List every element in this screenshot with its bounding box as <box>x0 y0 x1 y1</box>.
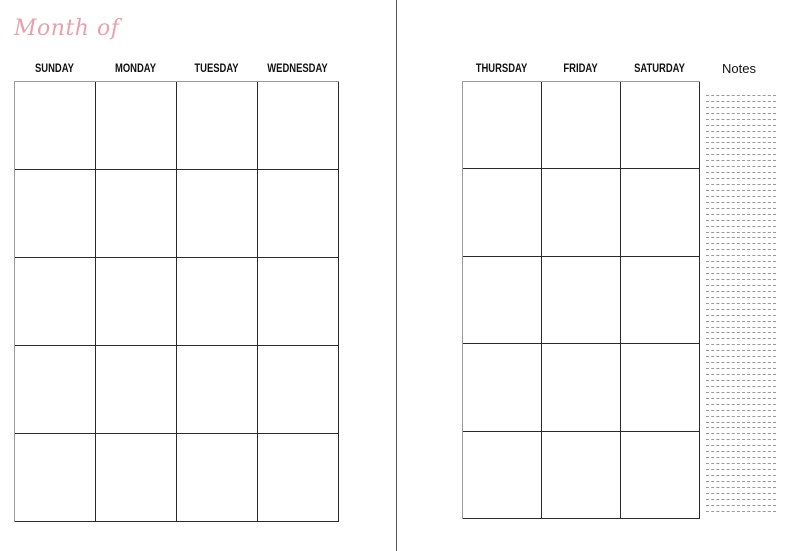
left-day-cell <box>15 258 96 346</box>
notes-lines <box>706 90 776 512</box>
right-day-cell <box>542 344 621 431</box>
header-friday: FRIDAY <box>563 63 598 75</box>
left-day-cell <box>96 434 177 522</box>
left-day-cell <box>258 82 339 170</box>
left-day-cell <box>15 434 96 522</box>
right-day-cell <box>463 82 542 169</box>
right-day-cell <box>542 257 621 344</box>
right-day-cell <box>542 432 621 519</box>
left-day-cell <box>15 346 96 434</box>
left-day-cell <box>177 82 258 170</box>
header-wednesday: WEDNESDAY <box>267 63 328 75</box>
header-tuesday: TUESDAY <box>194 63 239 75</box>
right-calendar-grid <box>462 81 700 519</box>
right-day-cell <box>542 82 621 169</box>
notes-heading: Notes <box>722 61 756 76</box>
right-day-cell <box>621 432 700 519</box>
left-day-cell <box>258 258 339 346</box>
header-saturday: SATURDAY <box>634 63 685 75</box>
right-day-headers <box>462 60 699 78</box>
right-day-cell <box>463 432 542 519</box>
left-day-cell <box>258 170 339 258</box>
right-day-cell <box>463 169 542 256</box>
left-day-cell <box>15 170 96 258</box>
left-day-cell <box>96 170 177 258</box>
right-day-cell <box>463 344 542 431</box>
left-day-cell <box>96 346 177 434</box>
header-sunday: SUNDAY <box>35 63 74 75</box>
right-day-cell <box>621 169 700 256</box>
left-day-cell <box>96 82 177 170</box>
left-day-cell <box>258 346 339 434</box>
left-day-cell <box>258 434 339 522</box>
right-day-cell <box>621 257 700 344</box>
right-day-cell <box>621 344 700 431</box>
right-day-cell <box>542 169 621 256</box>
header-monday: MONDAY <box>114 63 157 75</box>
left-day-cell <box>177 346 258 434</box>
note-line <box>706 506 776 512</box>
left-day-cell <box>177 170 258 258</box>
left-calendar-grid <box>14 81 339 522</box>
left-day-cell <box>177 434 258 522</box>
left-day-cell <box>96 258 177 346</box>
left-day-headers <box>14 60 338 78</box>
right-day-cell <box>621 82 700 169</box>
left-day-cell <box>177 258 258 346</box>
month-title: Month of <box>14 16 120 41</box>
header-thursday: THURSDAY <box>475 63 528 75</box>
right-day-cell <box>463 257 542 344</box>
left-day-cell <box>15 82 96 170</box>
right-page <box>398 0 792 551</box>
